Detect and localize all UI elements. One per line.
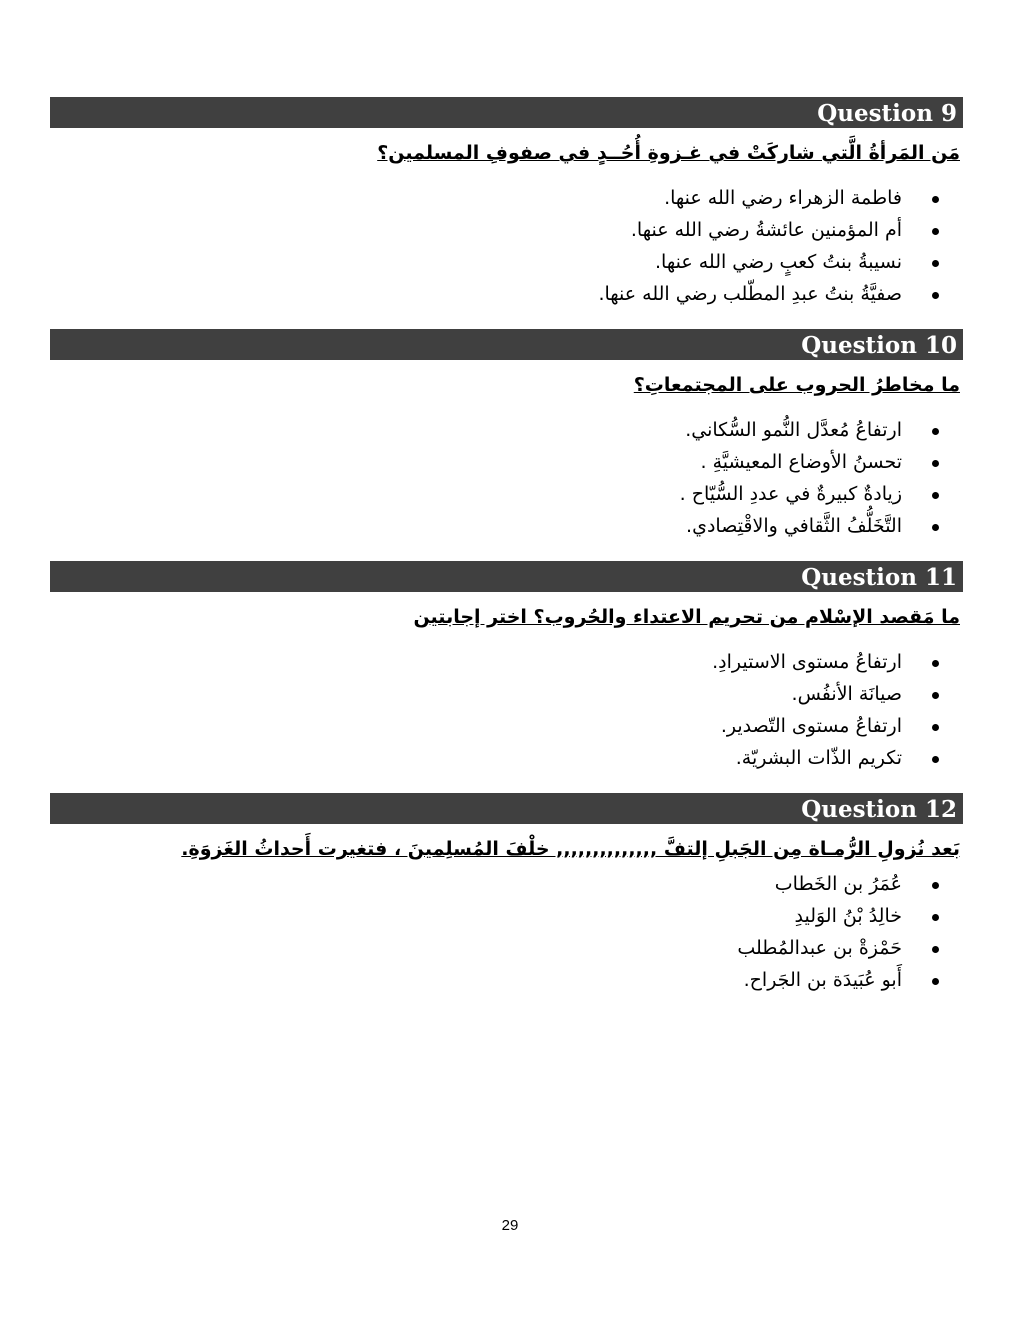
bullet-icon [932,978,939,985]
option-text: صيانَة الأنفُس. [791,683,902,705]
question-text: ما مخاطرُ الحروب على المجتمعاتِ؟ [633,374,960,396]
option-text: التَّخَلُّفُ الثَّقافي والاقْتِصادي. [686,515,902,537]
question-10-block [50,329,962,561]
bullet-icon [932,196,939,203]
option-text: تحسنُ الأوضاع المعيشيَّةِ . [700,451,902,473]
option-text: تكريم الذّات البشريّة. [735,747,902,769]
answer-option [50,414,902,446]
option-text: ارتفاعُ مستوى الاستيرادِ. [712,651,902,673]
question-header: Question 9 [50,97,963,128]
answer-options [50,646,962,774]
answer-options [50,414,962,542]
question-text: بَعد نُزولِ الرُّمـاة مِن الجَبلِ إلتفَّ ,,,,,,,,,,,,,, خلْفَ المُسلِمينَ ، فتغيرت أَحداثُ الغَزوَةِ. [181,838,960,860]
bullet-icon [932,756,939,763]
question-9-block [50,97,962,329]
bullet-icon [932,724,939,731]
question-header: Question 10 [50,329,963,360]
answer-options [50,868,962,996]
answer-option [50,964,902,996]
answer-option [50,742,902,774]
bullet-icon [932,260,939,267]
answer-option [50,182,902,214]
question-12-block [50,793,962,996]
answer-option [50,278,902,310]
bullet-icon [932,228,939,235]
option-text: زيادةٌ كبيرةٌ في عددِ السُّيّاح . [679,483,902,505]
question-11-block [50,561,962,793]
answer-option [50,710,902,742]
bullet-icon [932,460,939,467]
bullet-icon [932,524,939,531]
answer-option [50,646,902,678]
page-number: 29 [501,1217,519,1234]
bullet-icon [932,492,939,499]
option-text: ارتفاعُ مستوى التّصدير. [720,715,902,737]
option-text: أَبو عُبَيدَة بن الجَراح. [743,969,902,991]
question-text: مَن المَرأةُ الَّتي شاركَتْ في غـزوةِ أُحُــدٍ في صفوفِ المسلمين؟ [377,142,960,164]
question-header: Question 11 [50,561,963,592]
answer-option [50,246,902,278]
question-header: Question 12 [50,793,963,824]
bullet-icon [932,946,939,953]
answer-option [50,510,902,542]
question-text: ما مَقصد الإسْلام من تحريم الاعتداء والحُروب؟ اختر إجابتين [413,606,960,628]
answer-option [50,214,902,246]
answer-option [50,868,902,900]
option-text: حَمْزةْ بن عبدالمُطلب [737,937,902,959]
answer-option [50,478,902,510]
bullet-icon [932,428,939,435]
option-text: صفيَّةُ بنتُ عبدِ المطّلب رضي الله عنها. [598,283,902,305]
option-text: خالِدُ بْنُ الوَليدِ [794,905,902,927]
option-text: فاطمة الزهراء رضي الله عنها. [664,187,902,209]
answer-option [50,678,902,710]
option-text: نسيبةُ بنتُ كعبٍ رضي الله عنها. [655,251,902,273]
bullet-icon [932,292,939,299]
option-text: أم المؤمنين عائشةُ رضي الله عنها. [630,219,902,241]
answer-option [50,900,902,932]
page-content [50,97,962,996]
answer-option [50,932,902,964]
option-text: ارتفاعُ مُعدَّل النُّمو السُّكاني. [685,419,902,441]
bullet-icon [932,914,939,921]
answer-options [50,182,962,310]
answer-option [50,446,902,478]
bullet-icon [932,692,939,699]
option-text: عُمَرُ بن الخَطاب [774,873,902,895]
bullet-icon [932,882,939,889]
bullet-icon [932,660,939,667]
